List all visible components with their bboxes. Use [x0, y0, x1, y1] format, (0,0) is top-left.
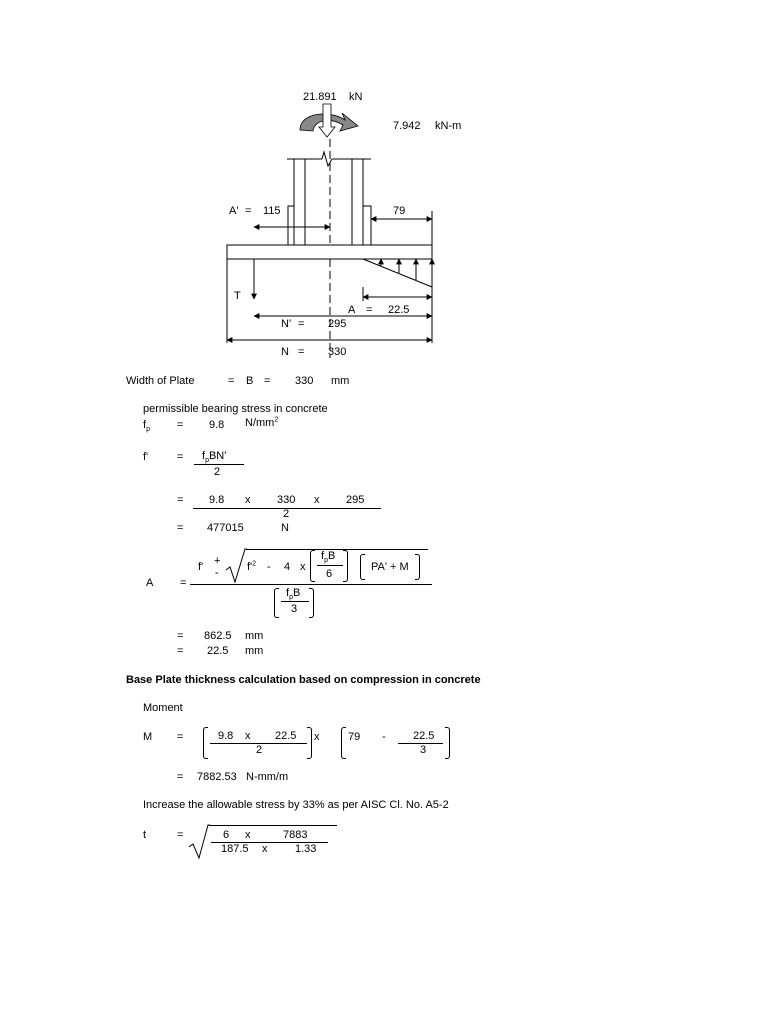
a-formula-six: 6: [326, 568, 333, 580]
sqrt-sign-icon: [225, 548, 247, 584]
width-symbol: B: [246, 375, 254, 387]
a-formula-x: x: [300, 561, 306, 573]
moment-result-eq: =: [177, 771, 184, 783]
thickness-n1: 6: [223, 829, 230, 841]
thickness-sqrt-overline: [209, 825, 337, 826]
fprime-v1: 9.8: [209, 494, 225, 506]
a-result2-eq: =: [177, 645, 184, 657]
fprime-result: 477015: [207, 522, 244, 534]
axial-load-value: 21.891: [303, 91, 337, 103]
a-formula-main-fraction-bar: [190, 584, 432, 585]
thickness-dx: x: [262, 843, 268, 855]
a-label: A: [348, 304, 356, 316]
fprime-denominator: 2: [214, 466, 221, 478]
fpb6-bracket-right: [343, 550, 348, 582]
fprime-x1: x: [245, 494, 251, 506]
thickness-n2: 7883: [283, 829, 308, 841]
moment-bracket2-right: [445, 727, 450, 759]
fprime-v2: 330: [277, 494, 296, 506]
thickness-symbol: t: [143, 829, 147, 841]
right-anchor-bolt: [363, 206, 371, 245]
a-formula-plus: +: [214, 555, 221, 567]
sqrt-overline: [246, 549, 428, 550]
pam-bracket-left: [360, 554, 365, 580]
a-formula-dash: -: [267, 561, 271, 573]
a-result1-eq: =: [177, 630, 184, 642]
a-prime-value: 115: [263, 205, 281, 217]
moment-bracket1-left: [203, 727, 208, 759]
stress-note: Increase the allowable stress by 33% as per AISC Cl. No. A5-2: [143, 799, 449, 811]
fprime-v3: 295: [346, 494, 365, 506]
moment-result: 7882.53: [197, 771, 237, 783]
moment-load-value: 7.942: [393, 120, 421, 132]
n-prime-label: N': [281, 318, 292, 330]
a-formula-minus: -: [215, 567, 219, 579]
fprime-symbol: f': [143, 451, 149, 463]
fpb3-bracket-right: [309, 588, 314, 618]
moment-bracket1-right: [307, 727, 312, 759]
moment-x2: x: [314, 731, 320, 743]
fprime-calc-denominator: 2: [283, 508, 290, 520]
a-formula-pam: PA' + M: [371, 561, 409, 573]
fpb6-bracket-left: [310, 550, 315, 582]
moment-heading: Moment: [143, 702, 183, 714]
flange-dim-value: 79: [393, 205, 406, 217]
n-prime-value: 295: [328, 318, 347, 330]
thickness-d2: 1.33: [295, 843, 317, 855]
a-formula-three: 3: [291, 603, 298, 615]
a-formula-f2: $f'^2$: [247, 560, 257, 573]
a-formula-fprime: f': [198, 561, 204, 573]
thickness-sqrt-sign-icon: [188, 824, 210, 860]
fpb3-fraction-bar: [281, 601, 309, 602]
base-plate-diagram: [0, 0, 768, 370]
left-anchor-bolt: [288, 206, 294, 245]
fp-symbol: $f_p$: [143, 419, 150, 434]
fp-unit: $N/mm^2$: [245, 416, 279, 429]
n-prime-eq: =: [298, 318, 305, 330]
width-unit: mm: [331, 375, 350, 387]
a-result2-unit: mm: [245, 645, 264, 657]
pam-bracket-right: [415, 554, 420, 580]
base-plate: [227, 245, 432, 259]
thickness-eq: =: [177, 829, 184, 841]
a-result2-value: 22.5: [207, 645, 229, 657]
fprime-result-unit: N: [281, 522, 289, 534]
moment-den2: 3: [420, 744, 427, 756]
fpb6-fraction-bar: [317, 565, 343, 566]
a-formula-four: 4: [284, 561, 291, 573]
width-label: Width of Plate: [126, 375, 195, 387]
a-result1-value: 862.5: [204, 630, 232, 642]
n-value: 330: [328, 346, 347, 358]
fp-value: 9.8: [209, 419, 225, 431]
moment-dash: -: [382, 731, 386, 743]
a-formula-den-fpb: $f_pB$: [286, 587, 301, 602]
moment-load-unit: kN-m: [435, 120, 462, 132]
fprime-eq: =: [177, 451, 184, 463]
moment-v2: 22.5: [275, 730, 297, 742]
moment-bracket2-left: [341, 727, 346, 759]
fprime-eq2: =: [177, 494, 184, 506]
moment-x1: x: [245, 730, 251, 742]
moment-v1: 9.8: [218, 730, 234, 742]
moment-den1: 2: [256, 744, 263, 756]
a-eq: =: [366, 304, 373, 316]
axial-load-unit: kN: [349, 91, 363, 103]
moment-symbol: M: [143, 731, 153, 743]
bearing-pressure-triangle: [363, 259, 432, 287]
moment-result-unit: N-mm/m: [246, 771, 289, 783]
fprime-result-eq: =: [177, 522, 184, 534]
a-formula-eq: =: [180, 577, 187, 589]
a-formula-symbol: A: [146, 577, 154, 589]
thickness-d1: 187.5: [221, 843, 249, 855]
fpb3-bracket-left: [274, 588, 279, 618]
fp-eq: =: [177, 419, 184, 431]
width-eq1: =: [228, 375, 235, 387]
a-prime-eq: =: [245, 205, 252, 217]
moment-eq: =: [177, 731, 184, 743]
tension-label: T: [234, 290, 241, 302]
a-prime-label: A': [229, 205, 239, 217]
fprime-numerator: $f_pBN'$: [202, 450, 227, 465]
moment-v4: 22.5: [413, 730, 435, 742]
section-title: Base Plate thickness calculation based on compression in concrete: [126, 674, 481, 686]
a-formula-fpb: $f_pB$: [321, 550, 336, 565]
width-eq2: =: [264, 375, 271, 387]
fprime-x2: x: [314, 494, 320, 506]
a-value: 22.5: [388, 304, 410, 316]
n-eq: =: [298, 346, 305, 358]
moment-v3: 79: [348, 731, 361, 743]
a-result1-unit: mm: [245, 630, 264, 642]
fprime-fraction-bar: [194, 464, 244, 465]
thickness-nx: x: [245, 829, 251, 841]
width-value: 330: [295, 375, 314, 387]
bearing-heading: permissible bearing stress in concrete: [143, 403, 328, 415]
n-label: N: [281, 346, 289, 358]
